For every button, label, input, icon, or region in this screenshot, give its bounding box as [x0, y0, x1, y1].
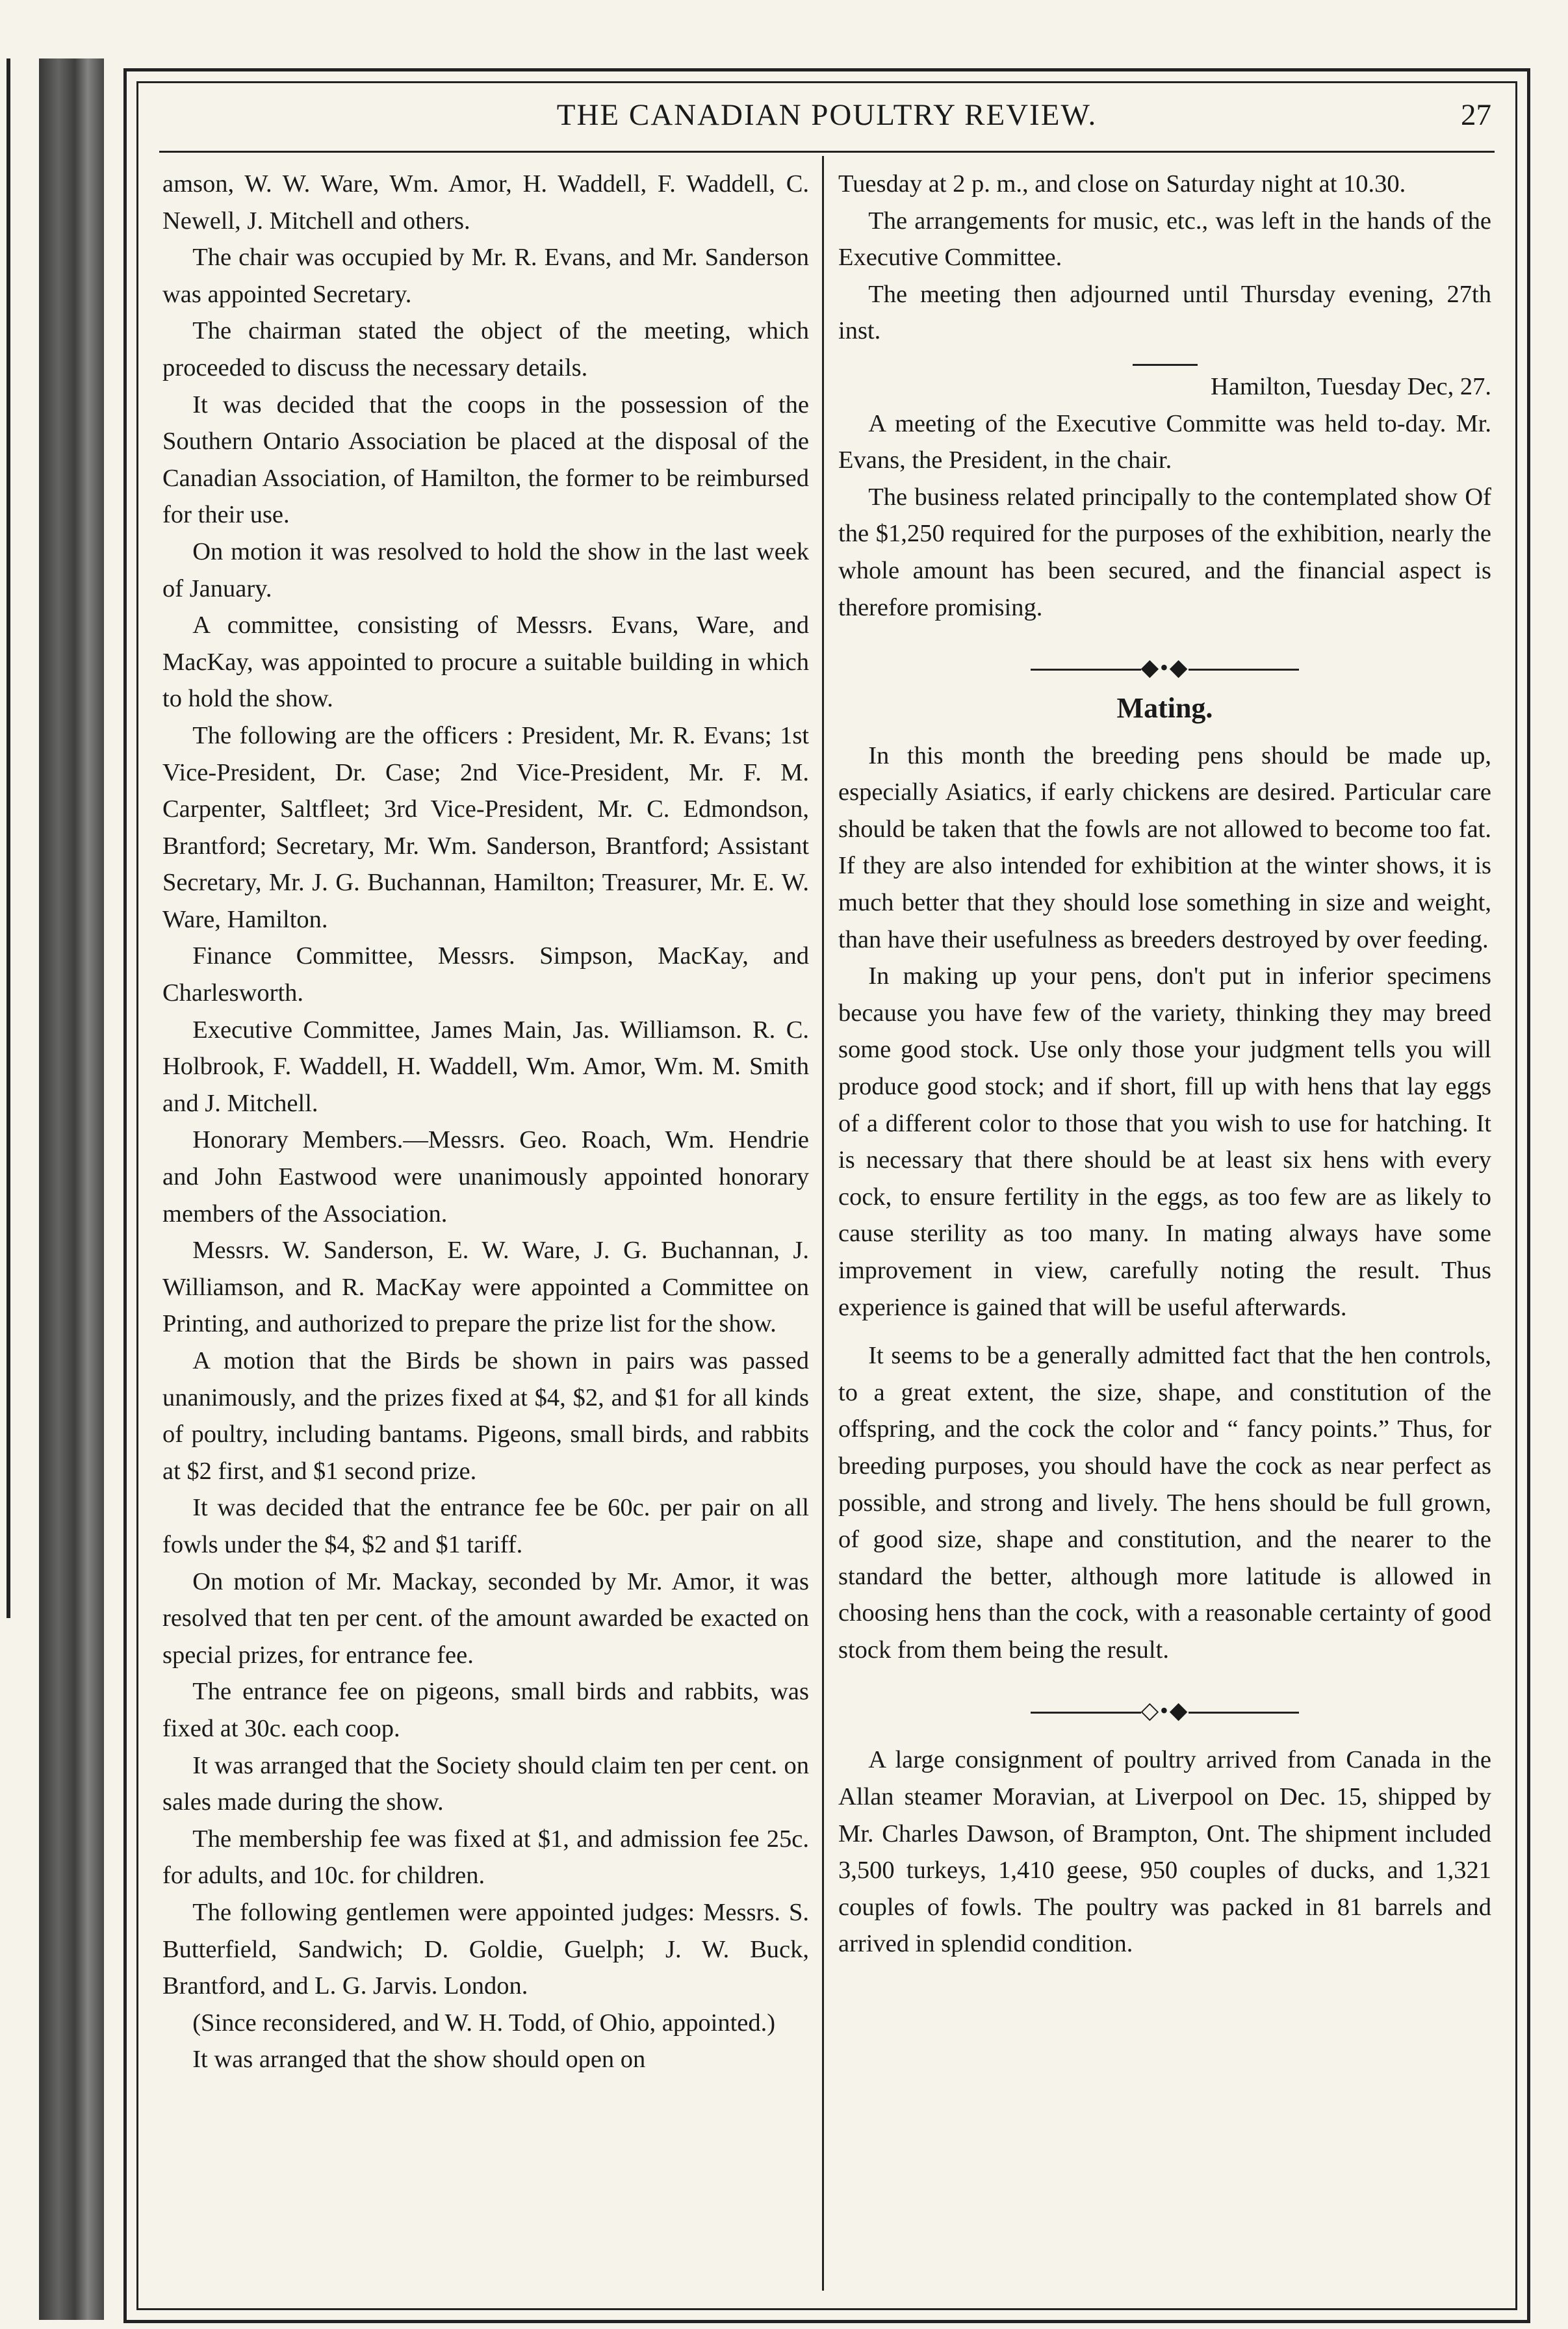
right-column	[838, 166, 1491, 1962]
section-rule	[1133, 364, 1198, 366]
paragraph: The following are the officers : President, Mr. R. Evans; 1st Vice-President, Dr. Case; 2nd Vice-President, Mr. F. M. Carpenter, Saltfleet; 3rd Vice-President, Mr. C. Edmondson, Brantford; Secretary, Mr. Wm. Sanderson, Brantford; Assistant Secretary, Mr. J. G. Buchannan, Hamilton; Treasurer, Mr. E. W. Ware, Hamilton.	[162, 721, 809, 933]
paragraph: A motion that the Birds be shown in pairs was passed unanimously, and the prizes fixed at $4, $2, and $1 for all kinds of poultry, including bantams. Pigeons, small birds, and rabbits at $2 first, and $1 second prize.	[162, 1347, 809, 1485]
header-rule	[159, 151, 1495, 153]
paragraph: A large consignment of poultry arrived from Canada in the Allan steamer Moravian, at Liverpool on Dec. 15, shipped by Mr. Charles Dawson, of Brampton, Ont. The shipment included 3,500 turkeys, 1,410 geese, 950 couples of ducks, and 1,321 couples of fowls. The poultry was packed in 81 barrels and arrived in splendid condition.	[838, 1746, 1491, 1958]
paragraph: amson, W. W. Ware, Wm. Amor, H. Waddell, F. Waddell, C. Newell, J. Mitchell and others.	[162, 170, 809, 235]
paragraph: Tuesday at 2 p. m., and close on Saturday night at 10.30.	[838, 170, 1406, 198]
paragraph: A meeting of the Executive Committe was held to-day. Mr. Evans, the President, in the chair.	[838, 409, 1491, 474]
paragraph: It seems to be a generally admitted fact that the hen controls, to a great extent, the size, shape, and constitution of the offspring, and the cock the color and “ fancy points.” Thus, for breeding purposes, you should have the cock as near perfect as possible, and strong and lively. The hens should be full grown, of good size, shape and constitution, and the nearer to the standard the better, although more latitude is allowed in choosing hens than the cock, with a reasonable certainty of good stock from them being the result.	[838, 1342, 1491, 1664]
paragraph: The chair was occupied by Mr. R. Evans, and Mr. Sanderson was appointed Secretary.	[162, 244, 809, 308]
paragraph: It was decided that the coops in the possession of the Southern Ontario Association be placed at the disposal of the Canadian Association, of Hamilton, the former to be reimbursed for their use.	[162, 391, 809, 529]
paragraph: Messrs. W. Sanderson, E. W. Ware, J. G. Buchannan, J. Williamson, and R. MacKay were appointed a Committee on Printing, and authorized to prepare the prize list for the show.	[162, 1237, 809, 1338]
section-ornament	[838, 650, 1491, 685]
paragraph: It was decided that the entrance fee be 60c. per pair on all fowls under the $4, $2 and $1 tariff.	[162, 1494, 809, 1558]
paragraph: The following gentlemen were appointed judges: Messrs. S. Butterfield, Sandwich; D. Goldie, Guelph; J. W. Buck, Brantford, and L. G. Jarvis. London.	[162, 1898, 809, 2000]
paragraph: (Since reconsidered, and W. H. Todd, of Ohio, appointed.)	[192, 2009, 776, 2037]
ornament-glyph: ◇•◆	[1140, 1697, 1189, 1723]
dateline: Hamilton, Tuesday Dec, 27.	[1210, 372, 1491, 400]
paragraph: In making up your pens, don't put in inferior specimens because you have few of the variety, thinking they may breed some good stock. Use only those your judgment tells you will produce good stock; and if short, fill up with hens that lay eggs of a different color to those that you wish to use for hatching. It is necessary that there should be at least six hens with every cock, to ensure fertility in the eggs, as too few are as likely to cause sterility as too many. In mating always have some improvement in view, carefully noting the result. Thus experience is gained that will be useful afterwards.	[838, 962, 1491, 1321]
paragraph: The business related principally to the contemplated show Of the $1,250 required for the purposes of the exhibition, nearly the whole amount has been secured, and the financial aspect is therefore promising.	[838, 483, 1491, 621]
paragraph: On motion of Mr. Mackay, seconded by Mr. Amor, it was resolved that ten per cent. of the amount awarded be exacted on special prizes, for entrance fee.	[162, 1567, 809, 1669]
column-divider	[822, 156, 824, 2291]
paragraph: On motion it was resolved to hold the show in the last week of January.	[162, 537, 809, 602]
paragraph: A committee, consisting of Messrs. Evans, Ware, and MacKay, was appointed to procure a suitable building in which to hold the show.	[162, 611, 809, 713]
paragraph: The arrangements for music, etc., was left in the hands of the Executive Committee.	[838, 207, 1491, 272]
paragraph: The membership fee was fixed at $1, and admission fee 25c. for adults, and 10c. for children.	[162, 1825, 809, 1890]
paragraph: The entrance fee on pigeons, small birds and rabbits, was fixed at 30c. each coop.	[162, 1678, 809, 1742]
paragraph: In this month the breeding pens should be made up, especially Asiatics, if early chickens are desired. Particular care should be taken that the fowls are not allowed to become too fat. If they are also intended for exhibition at the winter shows, it is much better that they should lose something in size and weight, than have their usefulness as breeders destroyed by over feeding.	[838, 741, 1491, 953]
paragraph: Honorary Members.—Messrs. Geo. Roach, Wm. Hendrie and John Eastwood were unanimously appointed honorary members of the Association.	[162, 1126, 809, 1228]
paragraph: It was arranged that the Society should claim ten per cent. on sales made during the show.	[162, 1751, 809, 1816]
page-number: 27	[1461, 98, 1491, 132]
section-title: Mating.	[1116, 692, 1213, 725]
running-header	[149, 97, 1504, 143]
paragraph: It was arranged that the show should open on	[192, 2046, 646, 2074]
paragraph: Finance Committee, Messrs. Simpson, MacKay, and Charlesworth.	[162, 942, 809, 1007]
ornament-glyph: ◆•◆	[1140, 654, 1189, 681]
book-binding-shadow	[39, 58, 104, 2320]
publication-title: THE CANADIAN POULTRY REVIEW.	[556, 98, 1098, 132]
paragraph: The chairman stated the object of the meeting, which proceeded to discuss the necessary details.	[162, 317, 809, 381]
section-ornament	[838, 1693, 1491, 1728]
paragraph: Executive Committee, James Main, Jas. Williamson. R. C. Holbrook, F. Waddell, H. Waddell, Wm. Amor, Wm. M. Smith and J. Mitchell.	[162, 1016, 809, 1117]
left-column	[162, 166, 809, 2078]
page-edge-line	[6, 58, 10, 1618]
paragraph: The meeting then adjourned until Thursday evening, 27th inst.	[838, 280, 1491, 345]
